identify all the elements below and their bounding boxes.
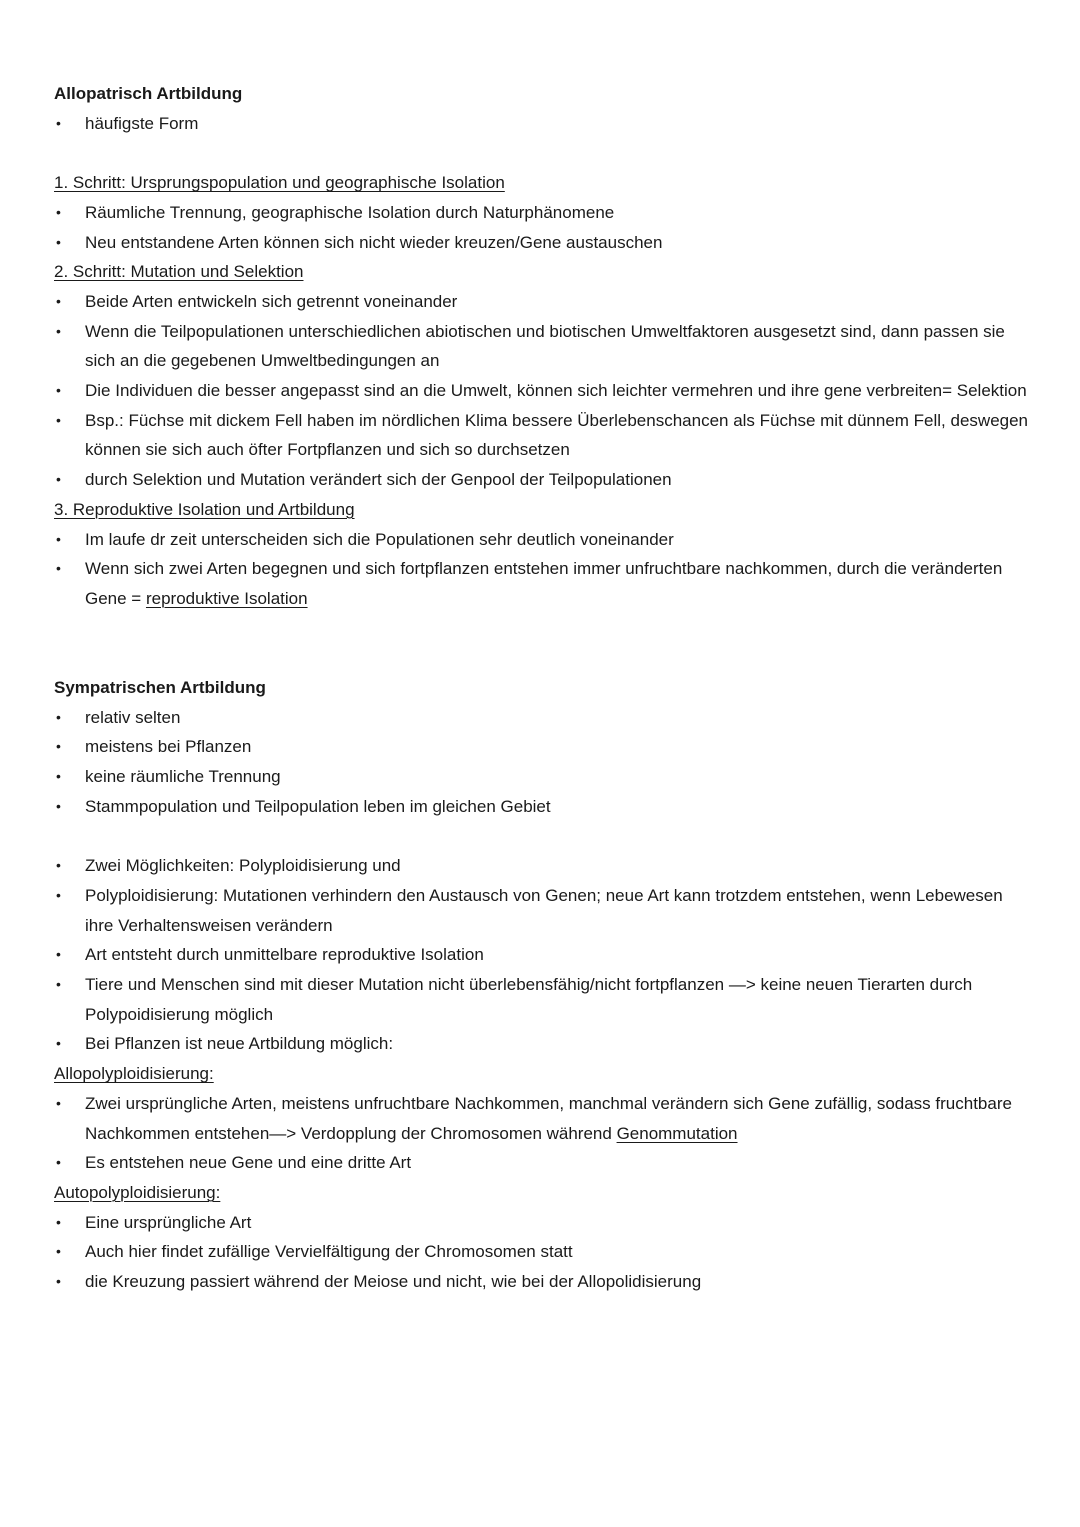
bullet-icon: • — [56, 857, 61, 874]
step3-title: 3. Reproduktive Isolation und Artbildung — [54, 499, 355, 519]
list-item: • Neu entstandene Arten können sich nicht wieder kreuzen/Gene austauschen — [54, 228, 1040, 258]
bullet-icon: • — [56, 560, 61, 577]
bullet-icon: • — [56, 530, 61, 547]
list-item: • Tiere und Menschen sind mit dieser Mutation nicht überlebensfähig/nicht fortpflanzen —> keine neuen Tierarten durch Polypoidisierung möglich — [54, 970, 1040, 1029]
bullet-icon: • — [56, 411, 61, 428]
bullet-icon: • — [56, 1243, 61, 1260]
list-item: • häufigste Form — [54, 109, 1040, 139]
bullet-icon: • — [56, 946, 61, 963]
list-item: • Auch hier findet zufällige Vervielfältigung der Chromosomen statt — [54, 1237, 1040, 1267]
bullet-icon: • — [56, 203, 61, 220]
list-item: • Stammpopulation und Teilpopulation leben im gleichen Gebiet — [54, 792, 1040, 822]
list-item: • keine räumliche Trennung — [54, 762, 1040, 792]
list-item: • relativ selten — [54, 703, 1040, 733]
allopatric-heading: Allopatrisch Artbildung — [54, 84, 243, 103]
bullet-icon: • — [56, 1035, 61, 1052]
list-item: • Bei Pflanzen ist neue Artbildung möglich: — [54, 1029, 1040, 1059]
bullet-icon: • — [56, 1273, 61, 1290]
bullet-icon: • — [56, 768, 61, 785]
bullet-icon: • — [56, 1213, 61, 1230]
bullet-icon: • — [56, 976, 61, 993]
step2-title: 2. Schritt: Mutation und Selektion — [54, 262, 304, 282]
term-reproduktive-isolation: reproduktive Isolation — [145, 588, 308, 608]
list-item: • Bsp.: Füchse mit dickem Fell haben im nördlichen Klima bessere Überlebenschancen als Füchse mit dünnem Fell, deswegen können sie sich auch öfter Fortpflanzen und sich so durchsetzen — [54, 406, 1040, 465]
list-item: • Beide Arten entwickeln sich getrennt voneinander — [54, 287, 1040, 317]
sympatric-heading: Sympatrischen Artbildung — [54, 678, 266, 698]
step1-title: 1. Schritt: Ursprungspopulation und geographische Isolation — [54, 173, 505, 193]
list-item: • durch Selektion und Mutation verändert sich der Genpool der Teilpopulationen — [54, 465, 1040, 495]
allopolyploidisierung-title: Allopolyploidisierung: — [54, 1064, 214, 1084]
list-item: • Im laufe dr zeit unterscheiden sich die Populationen sehr deutlich voneinander — [54, 525, 1040, 555]
bullet-icon: • — [56, 471, 61, 488]
bullet-icon: • — [56, 708, 61, 725]
list-item — [54, 554, 1040, 613]
list-item: • die Kreuzung passiert während der Meiose und nicht, wie bei der Allopolidisierung — [54, 1267, 1040, 1297]
list-item: • meistens bei Pflanzen — [54, 732, 1040, 762]
bullet-icon: • — [56, 797, 61, 814]
list-item: • Räumliche Trennung, geographische Isolation durch Naturphänomene — [54, 198, 1040, 228]
term-genommutation: Genommutation — [616, 1123, 738, 1143]
bullet-icon: • — [56, 322, 61, 339]
bullet-icon: • — [56, 886, 61, 903]
bullet-icon: • — [56, 292, 61, 309]
list-item: • Art entsteht durch unmittelbare reproduktive Isolation — [54, 940, 1040, 970]
list-item: • Wenn die Teilpopulationen unterschiedlichen abiotischen und biotischen Umweltfaktoren ausgesetzt sind, dann passen sie sich an die gegebenen Umweltbedingungen an — [54, 317, 1040, 376]
list-item-text: Zwei ursprüngliche Arten, meistens unfruchtbare Nachkommen, manchmal verändern sich Gene zufällig, sodass fruchtbare Nachkommen entstehen—> Verdopplung der Chromosomen während — [85, 1093, 1012, 1143]
bullet-icon: • — [56, 1154, 61, 1171]
list-item: • Es entstehen neue Gene und eine dritte Art — [54, 1148, 1040, 1178]
list-item — [54, 1089, 1040, 1148]
list-item-text: Wenn sich zwei Arten begegnen und sich fortpflanzen entstehen immer unfruchtbare nachkommen, durch die veränderten Gene = — [85, 559, 1003, 608]
bullet-icon: • — [56, 738, 61, 755]
list-item: • Zwei Möglichkeiten: Polyploidisierung und — [54, 851, 1040, 881]
autopolyploidisierung-title: Autopolyploidisierung: — [54, 1182, 221, 1202]
list-item: • Eine ursprüngliche Art — [54, 1208, 1040, 1238]
list-item: • Die Individuen die besser angepasst sind an die Umwelt, können sich leichter vermehren und ihre gene verbreiten= Selektion — [54, 376, 1040, 406]
bullet-icon: • — [56, 114, 61, 131]
list-item: • Polyploidisierung: Mutationen verhindern den Austausch von Genen; neue Art kann trotzdem entstehen, wenn Lebewesen ihre Verhaltensweisen verändern — [54, 881, 1040, 940]
bullet-icon: • — [56, 233, 61, 250]
bullet-icon: • — [56, 382, 61, 399]
bullet-icon: • — [56, 1094, 61, 1111]
